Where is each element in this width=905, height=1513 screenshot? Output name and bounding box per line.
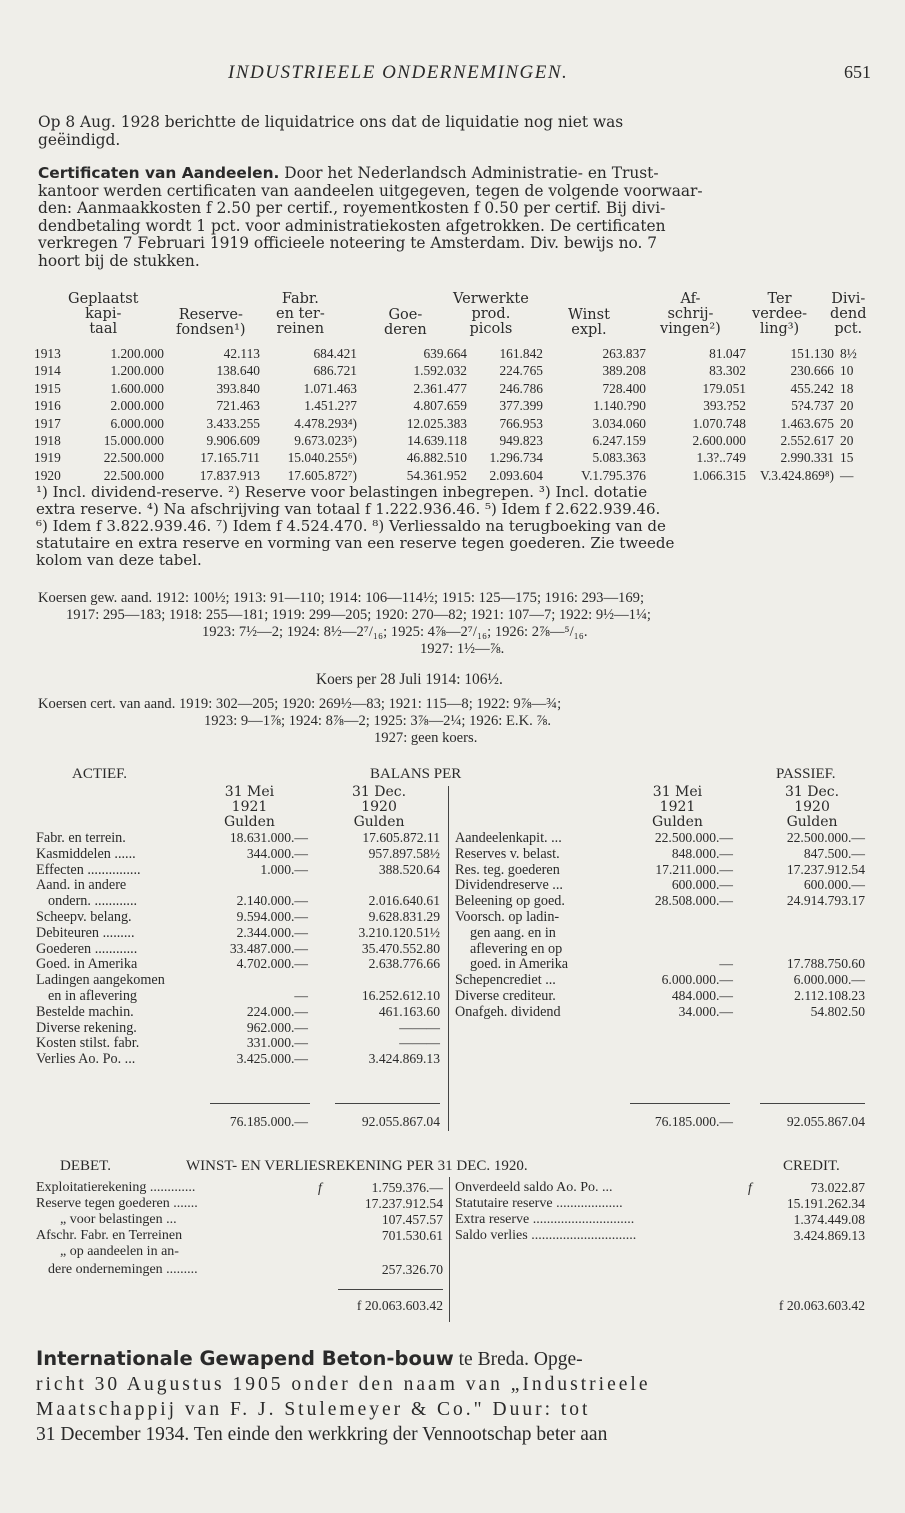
- table-cell: 2.990.331: [780, 450, 834, 466]
- table-cell: 18: [840, 380, 854, 396]
- certificates-heading: Certificaten van Aandeelen.: [38, 164, 280, 182]
- table-row: [34, 450, 874, 467]
- actief-value-1921: 18.631.000.—: [229, 830, 308, 845]
- table-cell: 389.208: [602, 363, 646, 379]
- certificates-line: verkregen 7 Februari 1919 officieele noteering te Amsterdam. Div. bewijs no. 7: [38, 234, 658, 252]
- credit-value: 1.374.449.08: [793, 1212, 865, 1227]
- header-line: taal: [89, 321, 118, 337]
- col-head: [652, 785, 703, 830]
- credit-value: 15.191.262.34: [786, 1196, 865, 1211]
- actief-label: Aand. in andere: [36, 877, 127, 894]
- entry-line: te Breda. Opge-: [453, 1349, 583, 1370]
- header-line: picols: [469, 321, 513, 337]
- debet-label: „ voor belastingen ...: [60, 1212, 177, 1227]
- passief-value-1920: 2.112.108.23: [794, 988, 865, 1003]
- quote-line: 1923: 9—1⅞; 1924: 8⅞—2; 1925: 3⅞—2¼; 1926: E.K. ⅞.: [204, 713, 552, 729]
- certificates-line: hoort bij de stukken.: [38, 251, 200, 270]
- col-head: [785, 785, 839, 830]
- header-line: Goe-: [388, 307, 423, 323]
- credit-label: Onverdeeld saldo Ao. Po. ...: [455, 1180, 613, 1195]
- passief-label: Schepencrediet ...: [455, 972, 556, 989]
- table-cell: 9.673.023⁵): [294, 433, 357, 448]
- table-footnotes: [36, 484, 871, 569]
- table-cell: 20: [840, 398, 854, 414]
- pl-left-title: DEBET.: [60, 1158, 111, 1174]
- table-cell: 8½: [840, 346, 857, 361]
- col-head-line: Gulden: [652, 814, 703, 830]
- year-cell: 1920: [34, 467, 61, 483]
- header-line: vingen²): [660, 321, 721, 337]
- table-header: [660, 292, 721, 337]
- year-cell: 1917: [34, 415, 61, 431]
- table-cell: 15.040.255⁶): [287, 450, 357, 466]
- col-head-line: 1920: [794, 799, 830, 815]
- year-cell: 1918: [34, 433, 61, 448]
- table-cell: 2.093.604: [489, 467, 543, 483]
- running-header: INDUSTRIEELE ONDERNEMINGEN.: [228, 62, 569, 83]
- actief-value-1921: 4.702.000.—: [236, 956, 308, 972]
- passief-value-1920: 600.000.—: [803, 877, 865, 893]
- footnote-line: ¹) Incl. dividend-reserve. ²) Reserve voor belastingen inbegrepen. ³) Incl. dotatie: [36, 483, 648, 501]
- intro-paragraph: [38, 113, 868, 149]
- table-cell: 179.051: [702, 380, 746, 396]
- table-cell: 2.000.000: [110, 398, 164, 414]
- actief-value-1921: 1.000.—: [260, 861, 308, 877]
- actief-value-1920: 3.424.869.13: [368, 1051, 440, 1067]
- header-line: Reserve-: [178, 307, 243, 323]
- table-cell: 2.552.617: [780, 433, 834, 448]
- actief-label: Goederen ............: [36, 940, 138, 957]
- header-line: Ter: [767, 291, 792, 307]
- actief-label: Debiteuren .........: [36, 924, 135, 941]
- header-line: Verwerkte: [453, 291, 529, 307]
- actief-value-1921: 9.594.000.—: [236, 909, 308, 924]
- actief-value-1921: 331.000.—: [246, 1035, 308, 1051]
- actief-value-1920: 3.210.120.51½: [358, 924, 440, 940]
- table-cell: 728.400: [602, 380, 646, 396]
- table-cell: 3.034.060: [592, 415, 646, 431]
- table-cell: 246.786: [499, 380, 543, 396]
- header-line: fondsen¹): [176, 322, 246, 338]
- table-cell: 5?4.737: [791, 398, 834, 414]
- table-cell: 17.605.872⁷): [287, 467, 357, 483]
- table-header: [68, 292, 138, 337]
- footnote-line: statutaire en extra reserve en vorming van een reserve tegen goederen. Zie tweede: [36, 534, 675, 552]
- table-cell: 1.592.032: [413, 363, 467, 379]
- subtotal-rule: [760, 1103, 865, 1104]
- table-cell: 721.463: [216, 398, 260, 414]
- passief-label: gen aang. en in: [470, 924, 556, 941]
- debet-value: 17.237.912.54: [364, 1196, 443, 1211]
- passief-label: Reserves v. belast.: [455, 845, 560, 862]
- col-head: [224, 785, 275, 830]
- col-head-line: 31 Mei: [652, 784, 703, 800]
- table-cell: 15.000.000: [103, 433, 164, 448]
- header-line: Fabr.: [281, 291, 319, 307]
- table-cell: 22.500.000: [103, 450, 164, 466]
- header-line: deren: [384, 322, 427, 338]
- table-cell: 15: [840, 450, 854, 466]
- col-head-line: Gulden: [224, 814, 275, 830]
- passief-label: Beleening op goed.: [455, 893, 565, 910]
- header-line: reinen: [276, 321, 325, 337]
- actief-label: en in aflevering: [48, 988, 138, 1004]
- passief-value-1921: 34.000.—: [678, 1003, 733, 1019]
- total-actief-1921: 76.185.000.—: [229, 1114, 308, 1129]
- table-cell: V.3.424.869⁸): [760, 467, 834, 483]
- actief-value-1921: —: [294, 988, 308, 1003]
- header-line: Geplaatst: [68, 291, 139, 307]
- table-cell: 1.071.463: [303, 380, 357, 396]
- header-line: kapi-: [85, 306, 122, 322]
- quote-line: 1923: 7½—2; 1924: 8½—2⁷/₁₆; 1925: 4⅞—2⁷/₁₆; 1926: 2⅞—⁵/₁₆.: [202, 624, 588, 640]
- table-header: [830, 292, 866, 337]
- actief-value-1920: 35.470.552.80: [361, 940, 440, 956]
- passief-value-1921: 848.000.—: [671, 845, 733, 861]
- pl-right-title: CREDIT.: [783, 1158, 840, 1174]
- header-line: prod.: [471, 306, 511, 322]
- actief-value-1921: 33.487.000.—: [229, 940, 308, 956]
- year-cell: 1913: [34, 346, 61, 361]
- table-cell: 4.807.659: [413, 398, 467, 414]
- credit-value: 73.022.87: [810, 1180, 865, 1195]
- table-cell: 17.165.711: [200, 450, 260, 466]
- passief-label: Aandeelenkapit. ...: [455, 830, 562, 846]
- table-cell: 83.302: [709, 363, 746, 379]
- table-cell: 22.500.000: [103, 467, 164, 483]
- quote-line: Koersen cert. van aand. 1919: 302—205; 1920: 269½—83; 1921: 115—8; 1922: 9⅞—¾;: [38, 696, 562, 712]
- table-header: [176, 308, 246, 338]
- col-head: [352, 785, 406, 830]
- actief-label: Bestelde machin.: [36, 1003, 134, 1020]
- actief-value-1920: 17.605.872.11: [362, 830, 440, 845]
- table-cell: 6.247.159: [592, 433, 646, 448]
- header-line: Divi-: [831, 291, 866, 307]
- pl-title: WINST- EN VERLIESREKENING PER 31 DEC. 1920.: [186, 1158, 528, 1174]
- header-line: schrij-: [667, 306, 714, 322]
- debet-label: Reserve tegen goederen .......: [36, 1196, 198, 1211]
- table-cell: 1.140.?90: [593, 398, 646, 414]
- subtotal-rule: [630, 1103, 730, 1104]
- table-header: [276, 292, 325, 337]
- year-cell: 1914: [34, 363, 61, 379]
- header-line: expl.: [571, 322, 607, 338]
- table-cell: 161.842: [499, 346, 543, 361]
- debet-label: „ op aandeelen in an-: [60, 1244, 179, 1259]
- actief-value-1921: 962.000.—: [246, 1019, 308, 1035]
- actief-label: Scheepv. belang.: [36, 909, 132, 925]
- table-cell: 138.640: [216, 363, 260, 379]
- table-cell: 42.113: [223, 346, 260, 361]
- actief-label: Goed. in Amerika: [36, 956, 138, 973]
- table-row: [34, 381, 874, 398]
- company-name: Internationale Gewapend Beton-bouw: [36, 1347, 454, 1370]
- table-cell: 10: [840, 363, 854, 379]
- actief-value-1921: 3.425.000.—: [236, 1051, 308, 1067]
- header-line: ling³): [759, 321, 800, 337]
- entry-line: 31 December 1934. Ten einde den werkkring der Vennootschap beter aan: [36, 1424, 608, 1445]
- table-cell: 230.666: [790, 363, 834, 379]
- debet-value: 1.759.376.—: [371, 1180, 443, 1195]
- certificates-line: Door het Nederlandsch Administratie- en Trust-: [279, 164, 659, 182]
- balance-divider: [448, 786, 449, 1131]
- actief-value-1921: 2.344.000.—: [236, 924, 308, 940]
- table-cell: 14.639.118: [407, 433, 467, 448]
- passief-label: aflevering en op: [470, 940, 563, 957]
- actief-label: Kosten stilst. fabr.: [36, 1035, 140, 1052]
- table-cell: 393.840: [216, 380, 260, 396]
- header-line: Winst: [568, 307, 610, 323]
- total-passief-1920: 92.055.867.04: [786, 1114, 865, 1129]
- actief-value-1920: 2.638.776.66: [368, 956, 440, 972]
- table-cell: 1.066.315: [692, 467, 746, 483]
- table-cell: 1.070.748: [692, 415, 746, 431]
- table-header: [384, 308, 427, 338]
- debet-label: Afschr. Fabr. en Terreinen: [36, 1228, 183, 1243]
- table-cell: 5.083.363: [592, 450, 646, 466]
- pl-total-debet: f 20.063.603.42: [356, 1298, 443, 1313]
- table-row: [34, 363, 874, 380]
- table-cell: 20: [840, 415, 854, 431]
- subtotal-rule: [210, 1103, 310, 1104]
- debet-value: 257.326.70: [381, 1262, 443, 1277]
- balance-left-title: ACTIEF.: [72, 766, 128, 782]
- passief-value-1921: 600.000.—: [671, 877, 733, 893]
- actief-label: Diverse rekening.: [36, 1019, 137, 1036]
- table-cell: 639.664: [423, 346, 467, 361]
- actief-value-1920: 957.897.58½: [368, 845, 440, 861]
- actief-value-1920: ———: [399, 1035, 440, 1051]
- credit-currency: f: [748, 1180, 752, 1195]
- table-cell: 3.433.255: [206, 415, 260, 431]
- passief-label: Dividendreserve ...: [455, 877, 563, 894]
- col-head-line: Gulden: [353, 814, 405, 830]
- table-cell: 455.242: [790, 380, 834, 396]
- actief-label: Ladingen aangekomen: [36, 972, 165, 989]
- pl-rule: [338, 1289, 443, 1290]
- table-cell: 81.047: [709, 346, 746, 361]
- table-cell: 263.837: [602, 346, 646, 361]
- passief-label: goed. in Amerika: [470, 956, 569, 973]
- debet-label: Exploitatierekening .............: [36, 1180, 196, 1195]
- certificates-line: kantoor werden certificaten van aandeelen uitgegeven, tegen de volgende voorwaar-: [38, 181, 703, 200]
- subtotal-rule: [335, 1103, 440, 1104]
- col-head-line: 1920: [361, 799, 397, 815]
- actief-value-1920: 461.163.60: [378, 1003, 440, 1019]
- col-head-line: 31 Dec.: [785, 784, 840, 800]
- balance-right-title: PASSIEF.: [776, 766, 836, 782]
- year-cell: 1919: [34, 450, 61, 466]
- actief-label: Fabr. en terrein.: [36, 830, 126, 846]
- quote-line: 1927: geen koers.: [374, 730, 478, 746]
- col-head-line: 1921: [659, 799, 696, 815]
- credit-label: Extra reserve .............................: [455, 1212, 635, 1227]
- pl-divider: [449, 1177, 450, 1322]
- table-cell: 54.361.952: [406, 467, 467, 483]
- table-header: [453, 292, 529, 337]
- actief-value-1921: 224.000.—: [246, 1003, 308, 1019]
- table-cell: 4.478.293⁴): [294, 415, 357, 431]
- passief-value-1921: 28.508.000.—: [654, 893, 733, 909]
- actief-label: Kasmiddelen ......: [36, 845, 136, 862]
- year-cell: 1915: [34, 380, 61, 396]
- passief-value-1920: 17.788.750.60: [786, 956, 865, 972]
- table-cell: V.1.795.376: [581, 467, 646, 483]
- passief-value-1920: 847.500.—: [803, 845, 865, 861]
- passief-value-1920: 24.914.793.17: [786, 893, 865, 909]
- passief-label: Voorsch. op ladin-: [455, 909, 560, 925]
- footnote-line: ⁶) Idem f 3.822.939.46. ⁷) Idem f 4.524.470. ⁸) Verliessaldo na terugboeking van de: [36, 517, 666, 535]
- col-head-line: Gulden: [786, 814, 838, 830]
- footnote-line: kolom van deze tabel.: [36, 551, 202, 569]
- table-cell: 1.3?..749: [696, 450, 746, 466]
- passief-label: Res. teg. goederen: [455, 861, 560, 878]
- table-cell: 1.200.000: [110, 346, 164, 361]
- passief-value-1921: 484.000.—: [671, 988, 733, 1003]
- entry-line: Maatschappij van F. J. Stulemeyer & Co." Duur: tot: [36, 1399, 591, 1420]
- table-header: [568, 308, 610, 338]
- company-entry: [36, 1346, 872, 1447]
- page-number: 651: [844, 62, 871, 82]
- year-cell: 1916: [34, 398, 61, 414]
- debet-currency: f: [318, 1180, 322, 1195]
- debet-value: 701.530.61: [381, 1228, 443, 1243]
- credit-value: 3.424.869.13: [793, 1228, 865, 1243]
- table-cell: 1.600.000: [110, 380, 164, 396]
- header-line: verdee-: [752, 306, 808, 322]
- actief-label: Verlies Ao. Po. ...: [36, 1051, 136, 1068]
- actief-label: ondern. ............: [48, 893, 138, 910]
- debet-value: 107.457.57: [381, 1212, 443, 1227]
- header-line: pct.: [834, 321, 863, 337]
- table-row: [34, 346, 874, 363]
- col-head-line: 31 Dec.: [352, 784, 407, 800]
- quote-line: Koersen gew. aand. 1912: 100½; 1913: 91—110; 1914: 106—114½; 1915: 125—175; 1916: 293—169;: [38, 590, 645, 606]
- table-cell: 17.837.913: [199, 467, 260, 483]
- quotes-certificates: [38, 696, 561, 747]
- table-cell: 2.600.000: [692, 433, 746, 448]
- passief-label: Onafgeh. dividend: [455, 1003, 561, 1020]
- passief-value-1921: —: [719, 956, 733, 972]
- table-cell: 1.463.675: [780, 415, 834, 431]
- actief-label: Effecten ...............: [36, 861, 141, 878]
- quote-1914: Koers per 28 Juli 1914: 106½.: [316, 671, 503, 688]
- actief-value-1920: 16.252.612.10: [361, 988, 440, 1003]
- table-cell: 1.200.000: [110, 363, 164, 379]
- total-actief-1920: 92.055.867.04: [361, 1114, 440, 1129]
- actief-value-1920: 2.016.640.61: [368, 893, 440, 909]
- col-head-line: 31 Mei: [224, 784, 275, 800]
- passief-value-1921: 22.500.000.—: [654, 830, 733, 845]
- table-cell: 224.765: [499, 363, 543, 379]
- table-cell: —: [840, 467, 854, 483]
- entry-line: richt 30 Augustus 1905 onder den naam van „Industrieele: [36, 1374, 651, 1395]
- certificates-paragraph: [38, 165, 868, 270]
- debet-label: dere ondernemingen .........: [48, 1262, 198, 1277]
- table-row: [34, 398, 874, 415]
- table-cell: 1.296.734: [489, 450, 543, 466]
- actief-value-1920: ———: [399, 1019, 440, 1035]
- total-passief-1921: 76.185.000.—: [654, 1114, 733, 1129]
- table-cell: 151.130: [790, 346, 834, 361]
- passief-value-1921: 17.211.000.—: [655, 861, 733, 877]
- table-cell: 377.399: [499, 398, 543, 414]
- footnote-line: extra reserve. ⁴) Na afschrijving van totaal f 1.222.936.46. ⁵) Idem f 2.622.939.46.: [36, 500, 661, 518]
- table-cell: 12.025.383: [406, 415, 467, 431]
- balance-title: BALANS PER: [370, 766, 462, 782]
- credit-label: Saldo verlies ..............................: [455, 1228, 637, 1243]
- table-cell: 393.?52: [703, 398, 746, 414]
- table-cell: 6.000.000: [110, 415, 164, 431]
- pl-total-credit: f 20.063.603.42: [778, 1298, 865, 1313]
- certificates-line: den: Aanmaakkosten f 2.50 per certif., royementkosten f 0.50 per certif. Bij divi-: [38, 199, 666, 217]
- col-head-line: 1921: [231, 799, 268, 815]
- intro-line: Op 8 Aug. 1928 berichtte de liquidatrice ons dat de liquidatie nog niet was: [38, 113, 624, 131]
- passief-value-1920: 54.802.50: [810, 1003, 865, 1019]
- quote-line: 1927: 1½—⅞.: [420, 641, 505, 657]
- passief-label: Diverse crediteur.: [455, 988, 556, 1004]
- header-line: en ter-: [276, 306, 325, 322]
- table-cell: 949.823: [499, 433, 543, 448]
- actief-value-1921: 2.140.000.—: [236, 893, 308, 909]
- table-cell: 46.882.510: [406, 450, 467, 466]
- passief-value-1920: 22.500.000.—: [786, 830, 865, 845]
- table-row: [34, 416, 874, 433]
- actief-value-1921: 344.000.—: [246, 845, 308, 861]
- quotes-shares: [38, 590, 651, 658]
- table-cell: 686.721: [313, 363, 357, 379]
- actief-value-1920: 9.628.831.29: [368, 909, 440, 924]
- table-cell: 1.451.2?7: [304, 398, 357, 414]
- table-cell: 766.953: [499, 415, 543, 431]
- header-line: dend: [830, 306, 867, 322]
- actief-value-1920: 388.520.64: [378, 861, 440, 877]
- passief-value-1921: 6.000.000.—: [661, 972, 733, 988]
- quote-line: 1917: 295—183; 1918: 255—181; 1919: 299—205; 1920: 270—82; 1921: 107—7; 1922: 9½—1¼;: [66, 607, 651, 623]
- intro-line: geëindigd.: [38, 131, 121, 149]
- credit-label: Statutaire reserve ...................: [455, 1196, 623, 1211]
- table-cell: 9.906.609: [206, 433, 260, 448]
- table-cell: 20: [840, 433, 854, 448]
- passief-value-1920: 6.000.000.—: [793, 972, 865, 988]
- table-row: [34, 433, 874, 450]
- table-header: [752, 292, 807, 337]
- header-line: Af-: [680, 291, 701, 307]
- passief-value-1920: 17.237.912.54: [786, 861, 865, 877]
- table-cell: 684.421: [313, 346, 357, 361]
- certificates-line: dendbetaling wordt 1 pct. voor administratiekosten afgetrokken. De certificaten: [38, 216, 666, 235]
- table-cell: 2.361.477: [413, 380, 467, 396]
